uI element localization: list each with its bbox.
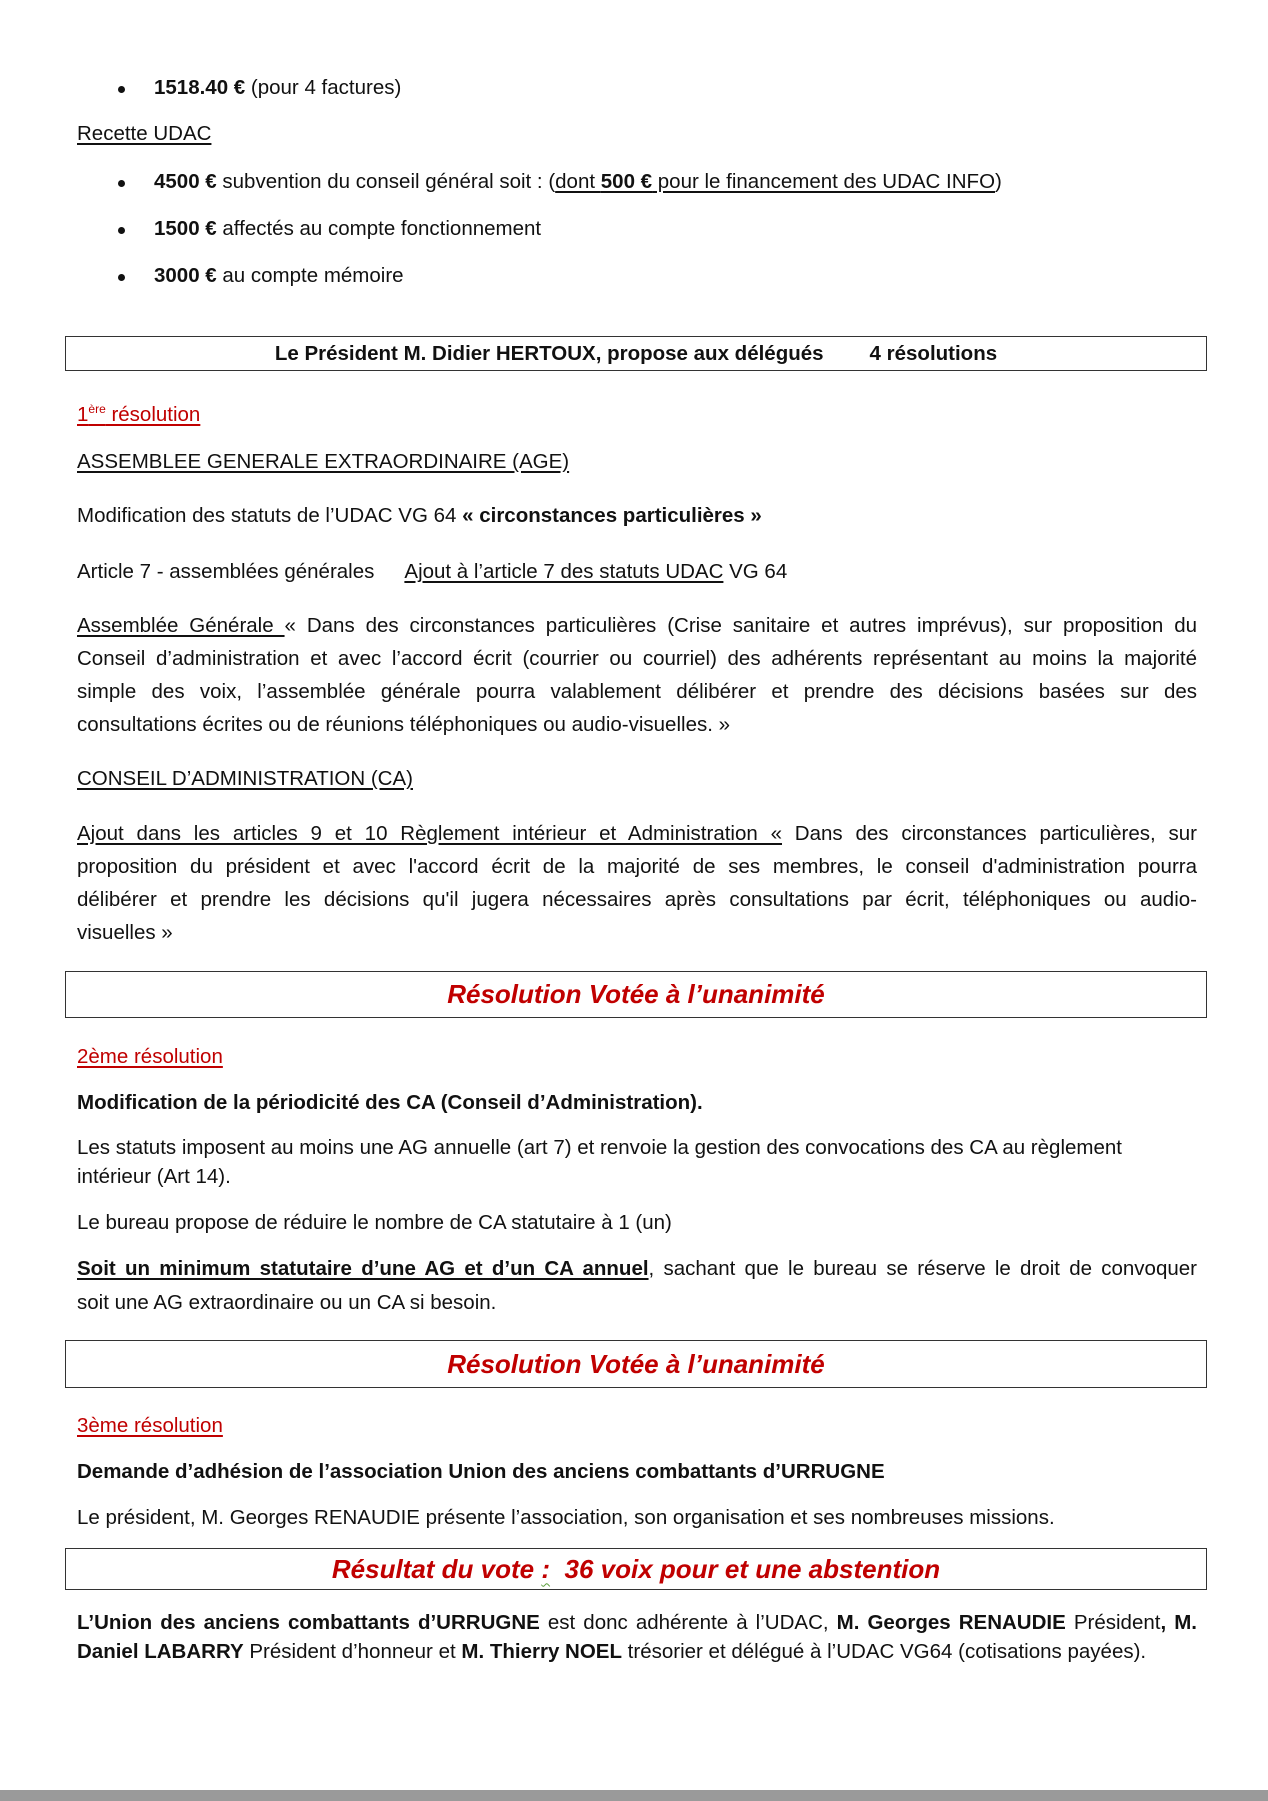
res2-p1-line2: intérieur (Art 14). [77, 1165, 231, 1188]
res2-vote-box [65, 1340, 1207, 1388]
res2-p3-text: , sachant que le bureau se réserve le droit de convoquer [648, 1257, 1197, 1280]
note-post: pour le financement des UDAC INFO [652, 170, 996, 193]
res2-label: 2ème résolution [77, 1045, 223, 1068]
res3-vote-box [65, 1548, 1207, 1590]
underlined-note [555, 170, 995, 193]
modif-statuts [77, 504, 762, 528]
art7-post: VG 64 [723, 560, 788, 583]
ca-text-1: Dans des circonstances particulières, sur [782, 822, 1197, 845]
ca-line-3: délibérer et prendre les décisions qu'il jugera nécessaires après consultations par écrit, téléphoniques ou audio- [77, 888, 1197, 911]
ag-underlined: Assemblée Générale [77, 614, 285, 637]
amount: 4500 € [154, 170, 217, 193]
vote-post: 36 voix pour et une abstention [550, 1553, 941, 1584]
final-t1: est donc adhérente à l’UDAC, [539, 1611, 837, 1634]
final-b3: , M. [1160, 1611, 1197, 1634]
ca-line-4: visuelles » [77, 921, 173, 944]
president-box [65, 336, 1207, 371]
bullet-icon [118, 180, 125, 187]
ag-line-1 [77, 614, 1197, 638]
res3-final-line1 [77, 1611, 1197, 1635]
resolutions-count: 4 résolutions [869, 341, 998, 365]
final-b5: M. Thierry NOEL [461, 1640, 622, 1663]
note-pre: dont [555, 170, 601, 193]
article7-line [77, 560, 787, 584]
ca-line-2: proposition du président et avec l'accord écrit de la majorité de ses membres, le conseil d'administration pourra [77, 855, 1197, 878]
res2-p2: Le bureau propose de réduire le nombre de CA statutaire à 1 (un) [77, 1211, 672, 1234]
ca-heading: CONSEIL D’ADMINISTRATION (CA) [77, 767, 413, 790]
recette-item-3 [154, 264, 404, 288]
ag-text-1: « Dans des circonstances particulières (Crise sanitaire et autres imprévus), sur proposition du [284, 614, 1197, 637]
vote-pre: Résultat du vote [331, 1553, 542, 1584]
ag-line-2: Conseil d’administration et avec l’accord écrit (courrier ou courriel) des adhérents représentant au moins la majorité [77, 647, 1197, 670]
res1-sup: ère [88, 402, 106, 416]
res1-vote-box [65, 971, 1207, 1018]
res2-p1-line1: Les statuts imposent au moins une AG annuelle (art 7) et renvoie la gestion des convocations des CA au règlement [77, 1136, 1122, 1159]
res2-p3-line2: soit une AG extraordinaire ou un CA si besoin. [77, 1291, 497, 1314]
res3-title: Demande d’adhésion de l’association Union des anciens combattants d’URRUGNE [77, 1460, 885, 1483]
res2-p3-bold: Soit un minimum statutaire d’une AG et d’un CA annuel [77, 1257, 649, 1280]
res2-vote-text: Résolution Votée à l’unanimité [447, 1348, 825, 1379]
bullet-icon [118, 86, 125, 93]
final-t4: trésorier et délégué à l’UDAC VG64 (cotisations payées). [621, 1640, 1147, 1663]
res3-final-line2 [77, 1640, 1146, 1664]
text: subvention du conseil général soit : ( [216, 170, 556, 193]
ag-line-3: simple des voix, l’assemblée générale pourra valablement délibérer et prendre des décisions basées sur des [77, 680, 1197, 703]
recette-item-1 [154, 170, 1002, 194]
text: au compte mémoire [216, 264, 404, 287]
text: affectés au compte fonctionnement [216, 217, 542, 240]
president-text: Le Président M. Didier HERTOUX, propose aux délégués [274, 341, 824, 365]
recette-item-2 [154, 217, 541, 241]
art7-pre: Article 7 - assemblées générales [77, 560, 375, 583]
res3-label: 3ème résolution [77, 1414, 223, 1437]
amount: 1500 € [154, 217, 217, 240]
bullet-icon [118, 227, 125, 234]
age-heading: ASSEMBLEE GENERALE EXTRAORDINAIRE (AGE) [77, 450, 570, 473]
final-b4: Daniel LABARRY [77, 1640, 244, 1663]
res2-p3-line1 [77, 1257, 1197, 1281]
final-t3: Président d’honneur et [243, 1640, 462, 1663]
res1-num: 1 [77, 402, 89, 426]
ag-line-4: consultations écrites ou de réunions téléphoniques ou audio-visuelles. » [77, 713, 731, 736]
vote-colon: : [541, 1553, 551, 1584]
res1-vote-text: Résolution Votée à l’unanimité [447, 979, 825, 1009]
res2-title: Modification de la périodicité des CA (Conseil d’Administration). [77, 1091, 703, 1114]
expense-amount: 1518.40 € [154, 76, 246, 99]
final-b2: M. Georges RENAUDIE [836, 1611, 1066, 1634]
note-amount: 500 € [600, 170, 653, 193]
ca-underlined: Ajout dans les articles 9 et 10 Règlement intérieur et Administration « [77, 822, 782, 845]
final-b1: L’Union des anciens combattants d’URRUGNE [77, 1611, 540, 1634]
art7-underlined: Ajout à l’article 7 des statuts UDAC [404, 560, 724, 583]
amount: 3000 € [154, 264, 217, 287]
res3-p1: Le président, M. Georges RENAUDIE présente l’association, son organisation et ses nombreuses missions. [77, 1506, 1055, 1529]
close-paren: ) [995, 170, 1002, 193]
expense-item [154, 76, 401, 100]
expense-text: (pour 4 factures) [245, 76, 402, 99]
modif-bold: « circonstances particulières » [462, 504, 762, 527]
final-t2: Président [1065, 1611, 1161, 1634]
ca-line-1 [77, 822, 1197, 846]
page-bottom-edge [0, 1790, 1268, 1801]
bullet-icon [118, 274, 125, 281]
recette-heading: Recette UDAC [77, 122, 212, 145]
res1-label-text: résolution [105, 402, 201, 426]
res3-vote-text [332, 1554, 940, 1585]
modif-pre: Modification des statuts de l’UDAC VG 64 [77, 504, 463, 527]
res1-label [77, 402, 200, 427]
